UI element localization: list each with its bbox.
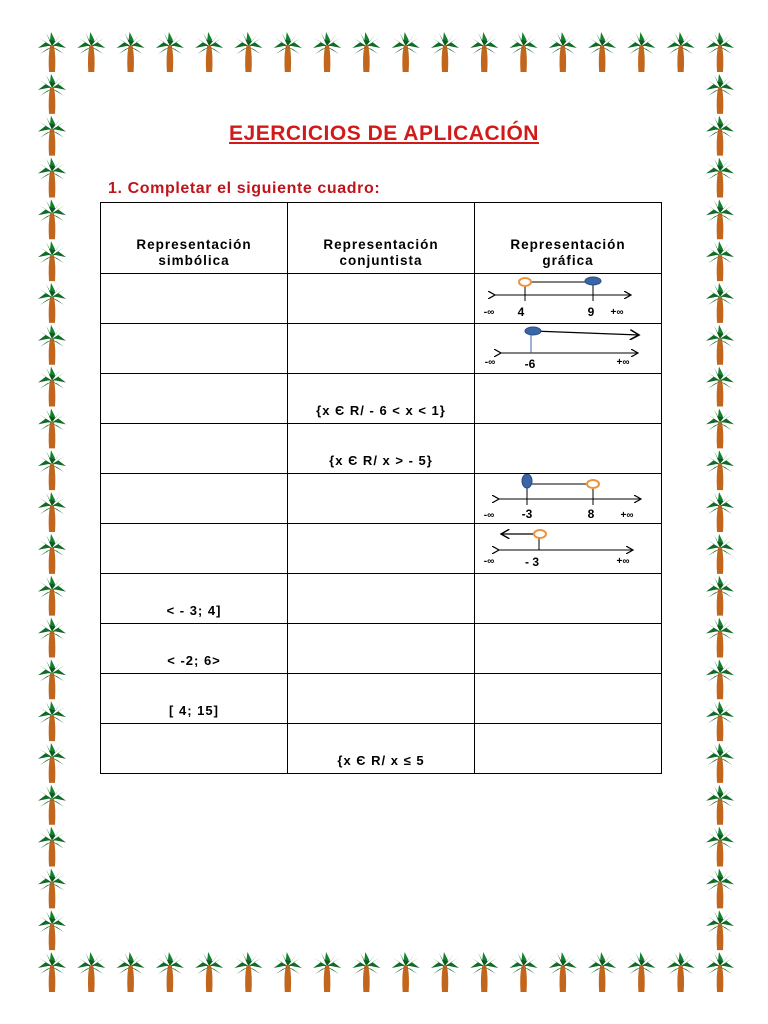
palm-tree-icon [706, 74, 734, 114]
palm-tree-icon [234, 32, 262, 72]
palm-tree-icon [313, 952, 341, 992]
table-row [101, 724, 662, 774]
palm-tree-icon [706, 32, 734, 72]
plus-infinity-label: +∞ [616, 357, 630, 368]
table-row [101, 674, 662, 724]
palm-tree-icon [234, 952, 262, 992]
table-row [101, 474, 662, 524]
cell-set [288, 574, 475, 624]
cell-symbolic [101, 324, 288, 374]
point-b-label: 8 [587, 507, 595, 521]
palm-tree-icon [706, 659, 734, 699]
palm-tree-icon [431, 952, 459, 992]
palm-tree-icon [706, 450, 734, 490]
palm-tree-icon [706, 283, 734, 323]
table-row [101, 374, 662, 424]
palm-tree-icon [38, 868, 66, 908]
palm-tree-icon [77, 32, 105, 72]
palm-tree-icon [195, 952, 223, 992]
palm-tree-icon [38, 367, 66, 407]
number-line [475, 524, 662, 573]
palm-tree-icon [627, 32, 655, 72]
palm-tree-icon [38, 701, 66, 741]
cell-symbolic [101, 474, 288, 524]
palm-tree-icon [706, 325, 734, 365]
palm-tree-icon [706, 367, 734, 407]
plus-infinity-label: +∞ [620, 510, 634, 521]
cell-symbolic [101, 524, 288, 574]
cell-set [288, 324, 475, 374]
set-text: {x Є R/ x > - 5} [329, 453, 433, 468]
palm-tree-icon [77, 952, 105, 992]
palm-tree-icon [588, 32, 616, 72]
palm-tree-icon [38, 157, 66, 197]
palm-tree-icon [352, 952, 380, 992]
palm-tree-icon [156, 32, 184, 72]
palm-tree-icon [38, 576, 66, 616]
cell-graphic [475, 474, 662, 524]
closed-point [585, 277, 601, 285]
minus-infinity-label: -∞ [483, 510, 495, 521]
cell-graphic [475, 424, 662, 474]
point-b-label: 9 [587, 305, 595, 319]
cell-set [288, 274, 475, 324]
cell-symbolic [101, 274, 288, 324]
palm-tree-icon [588, 952, 616, 992]
palm-tree-icon [706, 534, 734, 574]
palm-tree-icon [117, 952, 145, 992]
cell-set [288, 474, 475, 524]
point-a-label: -6 [524, 357, 536, 371]
palm-tree-icon [38, 534, 66, 574]
open-point [534, 530, 546, 538]
palm-tree-icon [38, 241, 66, 281]
palm-tree-icon [706, 868, 734, 908]
cell-graphic [475, 324, 662, 374]
minus-infinity-label: -∞ [483, 307, 495, 318]
table-header-row [101, 203, 662, 274]
palm-tree-icon [195, 32, 223, 72]
plus-infinity-label: +∞ [616, 556, 630, 567]
palm-tree-icon [38, 659, 66, 699]
palm-tree-icon [38, 617, 66, 657]
palm-tree-icon [392, 952, 420, 992]
palm-tree-icon [38, 952, 66, 992]
palm-tree-icon [706, 743, 734, 783]
palm-tree-icon [706, 701, 734, 741]
palm-tree-icon [38, 283, 66, 323]
header-graphic: Representación gráfica [475, 203, 662, 274]
palm-tree-icon [38, 910, 66, 950]
palm-tree-icon [117, 32, 145, 72]
symbolic-text: < -2; 6> [167, 653, 221, 668]
palm-tree-icon [706, 157, 734, 197]
palm-tree-icon [470, 952, 498, 992]
palm-tree-icon [274, 32, 302, 72]
cell-graphic [475, 624, 662, 674]
point-a-label: - 3 [524, 555, 540, 569]
cell-symbolic [101, 424, 288, 474]
palm-tree-icon [510, 952, 538, 992]
palm-tree-icon [38, 32, 66, 72]
cell-set [288, 624, 475, 674]
minus-infinity-label: -∞ [483, 556, 495, 567]
table-row [101, 324, 662, 374]
palm-tree-icon [706, 576, 734, 616]
cell-set [288, 424, 475, 474]
palm-tree-icon [706, 785, 734, 825]
point-a-label: -3 [521, 507, 533, 521]
cell-graphic [475, 274, 662, 324]
cell-symbolic [101, 624, 288, 674]
number-line [475, 324, 662, 373]
exercise-heading: 1. Completar el siguiente cuadro: [108, 180, 381, 197]
palm-tree-icon [392, 32, 420, 72]
palm-tree-icon [706, 827, 734, 867]
table-row [101, 274, 662, 324]
palm-tree-icon [706, 952, 734, 992]
palm-tree-icon [706, 408, 734, 448]
palm-tree-icon [470, 32, 498, 72]
palm-tree-icon [38, 785, 66, 825]
set-text: {x Є R/ x ≤ 5 [337, 753, 425, 768]
cell-graphic [475, 724, 662, 774]
cell-symbolic [101, 674, 288, 724]
palm-tree-icon [706, 199, 734, 239]
cell-set [288, 524, 475, 574]
palm-tree-icon [549, 32, 577, 72]
palm-tree-icon [706, 241, 734, 281]
symbolic-text: < - 3; 4] [166, 603, 222, 618]
cell-set [288, 374, 475, 424]
closed-point [522, 474, 532, 488]
cell-graphic [475, 374, 662, 424]
table-row [101, 624, 662, 674]
palm-tree-icon [549, 952, 577, 992]
palm-tree-icon [706, 910, 734, 950]
cell-symbolic [101, 574, 288, 624]
table-row [101, 424, 662, 474]
palm-tree-icon [156, 952, 184, 992]
cell-symbolic [101, 374, 288, 424]
cell-symbolic [101, 724, 288, 774]
palm-tree-icon [274, 952, 302, 992]
table-row [101, 524, 662, 574]
closed-point [525, 327, 541, 335]
palm-tree-icon [706, 492, 734, 532]
palm-tree-icon [38, 408, 66, 448]
header-symbolic: Representación simbólica [101, 203, 288, 274]
exercise-table [100, 202, 662, 774]
palm-tree-icon [38, 325, 66, 365]
palm-tree-icon [38, 450, 66, 490]
plus-infinity-label: +∞ [610, 307, 624, 318]
palm-tree-icon [38, 827, 66, 867]
minus-infinity-label: -∞ [484, 357, 496, 368]
palm-tree-icon [667, 952, 695, 992]
set-text: {x Є R/ - 6 < x < 1} [316, 403, 446, 418]
open-point [587, 480, 599, 488]
palm-tree-icon [38, 743, 66, 783]
cell-graphic [475, 674, 662, 724]
number-line [475, 274, 662, 323]
palm-tree-icon [352, 32, 380, 72]
palm-tree-icon [38, 199, 66, 239]
palm-tree-icon [510, 32, 538, 72]
header-set: Representación conjuntista [288, 203, 475, 274]
palm-tree-icon [38, 74, 66, 114]
table-row [101, 574, 662, 624]
point-a-label: 4 [517, 305, 525, 319]
symbolic-text: [ 4; 15] [169, 703, 219, 718]
open-point [519, 278, 531, 286]
palm-tree-icon [431, 32, 459, 72]
number-line [475, 474, 662, 523]
palm-tree-icon [313, 32, 341, 72]
cell-set [288, 724, 475, 774]
cell-graphic [475, 524, 662, 574]
cell-graphic [475, 574, 662, 624]
palm-tree-icon [667, 32, 695, 72]
palm-tree-icon [38, 492, 66, 532]
palm-tree-icon [706, 617, 734, 657]
palm-tree-icon [627, 952, 655, 992]
cell-set [288, 674, 475, 724]
page-title: EJERCICIOS DE APLICACIÓN [229, 122, 539, 145]
